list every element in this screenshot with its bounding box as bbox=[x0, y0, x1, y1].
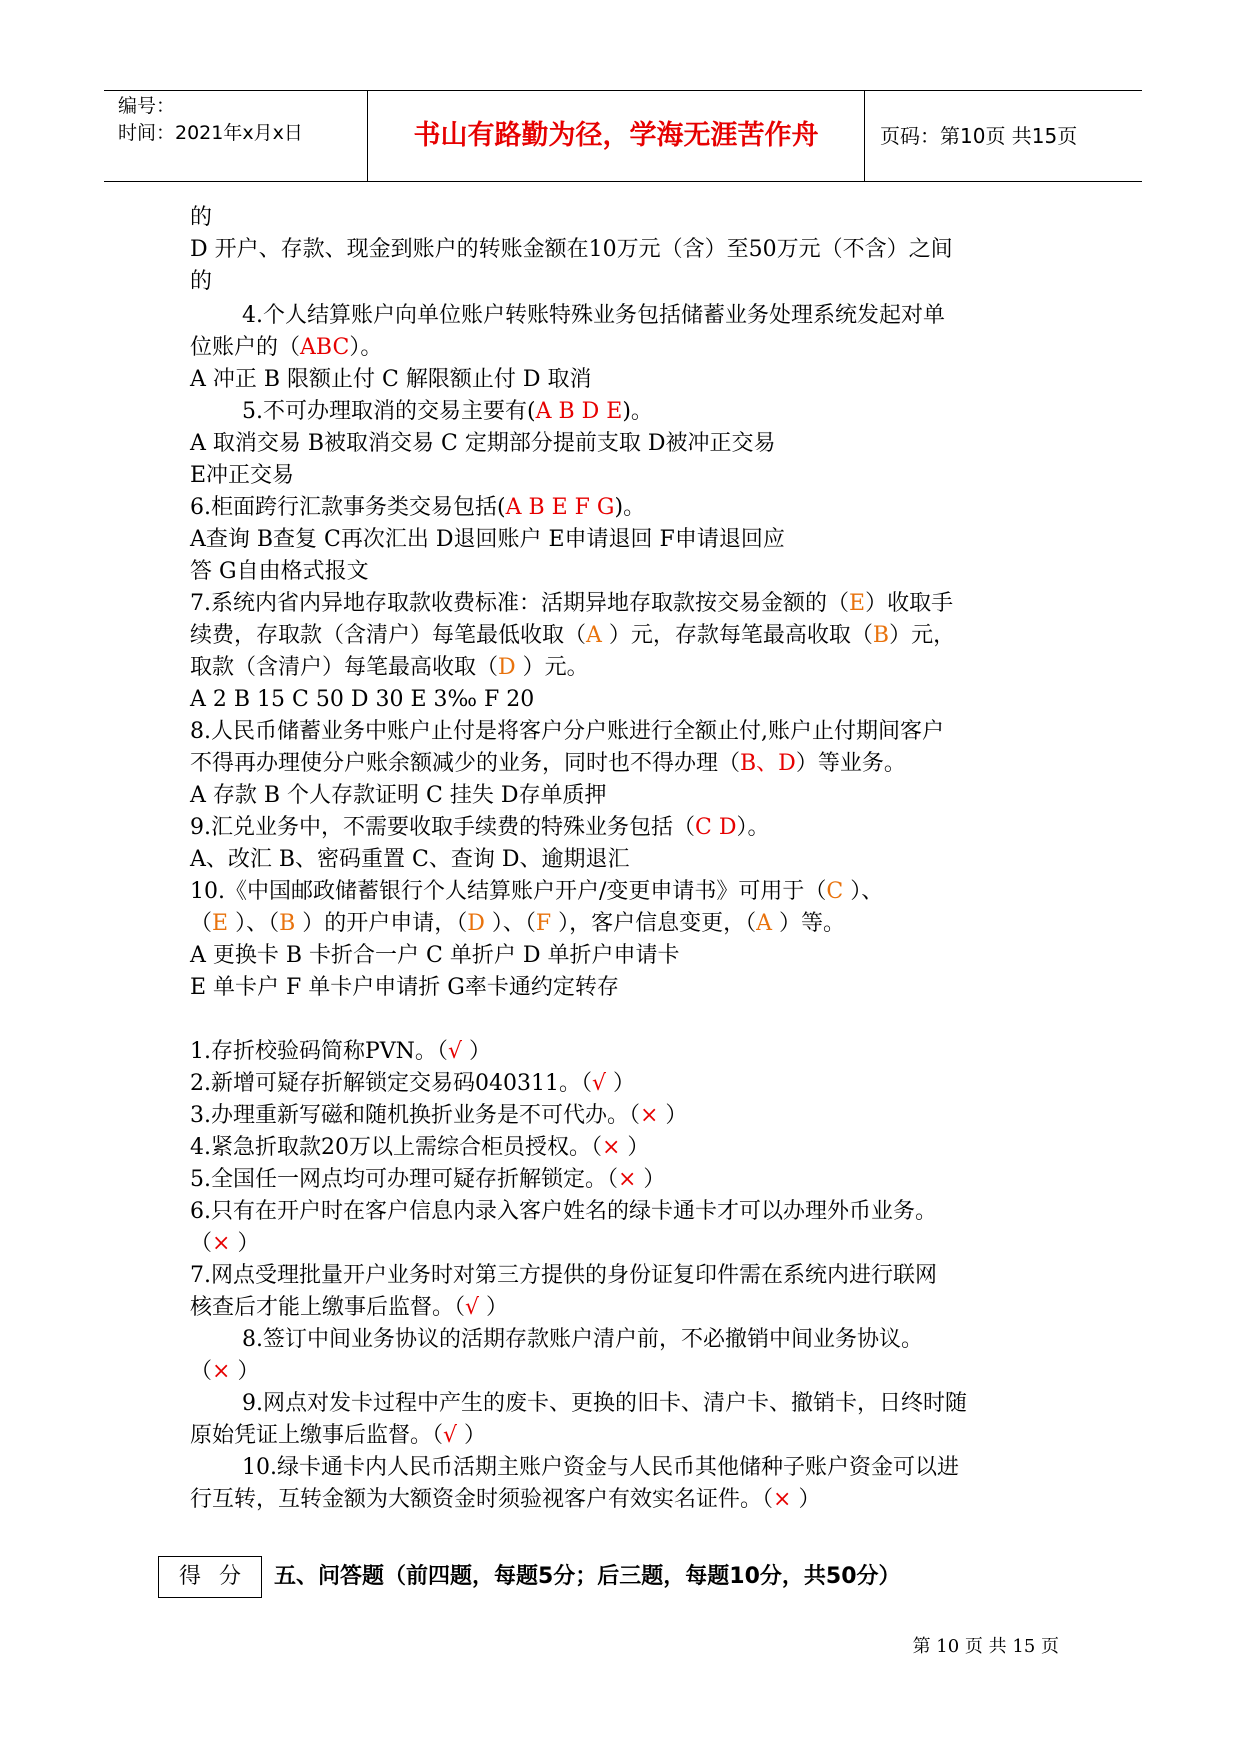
text-segment: 3.办理重新写磁和随机换折业务是不可代办。（ bbox=[190, 1103, 640, 1128]
answer-mark: × bbox=[618, 1167, 637, 1192]
answer-mark: × bbox=[773, 1487, 792, 1512]
text-line bbox=[242, 1452, 959, 1484]
text-line bbox=[242, 300, 945, 332]
text-segment: 续费，存取款（含清户）每笔最低收取（ bbox=[190, 623, 587, 648]
text-segment: 9.网点对发卡过程中产生的废卡、更换的旧卡、清户卡、撤销卡，日终时随 bbox=[242, 1391, 967, 1416]
text-segment: A 2 B 15 C 50 D 30 E 3‰ F 20 bbox=[190, 687, 535, 712]
text-segment: ）元。 bbox=[515, 655, 589, 680]
answer-mark: A bbox=[586, 623, 602, 648]
answer-mark: B bbox=[872, 623, 890, 648]
answer-mark: √ bbox=[447, 1039, 462, 1064]
answer-mark: C bbox=[826, 879, 844, 904]
text-line bbox=[190, 1132, 649, 1164]
text-line bbox=[190, 684, 534, 716]
text-line bbox=[190, 1036, 491, 1068]
text-segment: 6.只有在开户时在客户信息内录入客户姓名的绿卡通卡才可以办理外币业务。 bbox=[190, 1199, 937, 1224]
text-line bbox=[190, 1164, 665, 1196]
text-line bbox=[190, 588, 953, 620]
text-segment: ） bbox=[461, 1039, 491, 1064]
text-line bbox=[190, 940, 679, 972]
text-segment: ） bbox=[230, 1231, 260, 1256]
text-segment: 行互转，互转金额为大额资金时须验视客户有效实名证件。（ bbox=[190, 1487, 774, 1512]
answer-mark: × bbox=[212, 1231, 231, 1256]
section-title: 五、问答题（前四题，每题5分；后三题，每题10分，共50分） bbox=[274, 1564, 901, 1589]
text-segment: ）元， bbox=[889, 623, 956, 648]
text-segment: ）、（ bbox=[484, 911, 536, 936]
text-segment: （ bbox=[190, 1359, 213, 1384]
text-segment: 4.紧急折取款20万以上需综合柜员授权。（ bbox=[190, 1135, 602, 1160]
answer-mark: B bbox=[279, 911, 296, 936]
answer-mark: A B D E bbox=[535, 399, 623, 424]
answer-mark: E bbox=[849, 591, 866, 616]
text-segment: ） bbox=[479, 1295, 509, 1320]
text-segment: 2.新增可疑存折解锁定交易码040311。（ bbox=[190, 1071, 592, 1096]
text-segment: D 开户、存款、现金到账户的转账金额在10万元（含）至50万元（不含）之间 bbox=[190, 237, 953, 262]
text-segment: ）的开户申请，（ bbox=[295, 911, 468, 936]
text-segment: ）等。 bbox=[772, 911, 846, 936]
text-line bbox=[190, 1356, 259, 1388]
text-line bbox=[190, 812, 769, 844]
text-segment: 的 bbox=[190, 269, 213, 294]
text-segment: 10.绿卡通卡内人民币活期主账户资金与人民币其他储种子账户资金可以进 bbox=[242, 1455, 959, 1480]
header-motto: 书山有路勤为径，学海无涯苦作舟 bbox=[368, 91, 865, 181]
text-segment: ）、（ bbox=[228, 911, 280, 936]
text-segment: ）。 bbox=[736, 815, 770, 840]
time-label: 时间：2021年x月x日 bbox=[118, 122, 303, 144]
text-segment: A查询 B查复 C再次汇出 D退回账户 E申请退回 F申请退回应 bbox=[190, 527, 785, 552]
text-segment: ） bbox=[230, 1359, 260, 1384]
text-line bbox=[190, 364, 591, 396]
text-segment: 7.网点受理批量开户业务时对第三方提供的身份证复印件需在系统内进行联网 bbox=[190, 1263, 937, 1288]
text-line bbox=[190, 428, 776, 460]
text-segment: （ bbox=[190, 1231, 213, 1256]
text-line bbox=[242, 396, 653, 428]
text-line bbox=[190, 332, 382, 364]
text-segment: 9.汇兑业务中，不需要收取手续费的特殊业务包括（ bbox=[190, 815, 695, 840]
page-header bbox=[104, 90, 1142, 182]
text-segment: 不得再办理使分户账余额减少的业务，同时也不得办理（ bbox=[190, 751, 741, 776]
answer-mark: A B E F G bbox=[505, 495, 615, 520]
text-segment: )。 bbox=[622, 399, 653, 424]
text-segment: E冲正交易 bbox=[190, 463, 295, 488]
header-page-info: 页码：第10页 共15页 bbox=[880, 124, 1078, 148]
text-line bbox=[190, 1292, 508, 1324]
text-segment: ）等业务。 bbox=[795, 751, 906, 776]
text-line bbox=[190, 556, 369, 588]
text-segment: A 冲正 B 限额止付 C 解限额止付 D 取消 bbox=[190, 367, 592, 392]
text-segment: ） bbox=[658, 1103, 688, 1128]
text-segment: A、改汇 B、密码重置 C、查询 D、逾期退汇 bbox=[190, 847, 630, 872]
text-segment: ）。 bbox=[349, 335, 383, 360]
text-line bbox=[190, 620, 955, 652]
answer-mark: √ bbox=[465, 1295, 480, 1320]
text-segment: 答 G自由格式报文 bbox=[190, 559, 369, 584]
text-line bbox=[190, 1484, 820, 1516]
text-segment: 7.系统内省内异地存取款收费标准：活期异地存取款按交易金额的（ bbox=[190, 591, 849, 616]
text-segment: ）收取手 bbox=[865, 591, 954, 616]
serial-label: 编号： bbox=[118, 95, 176, 117]
text-line bbox=[190, 202, 212, 234]
text-segment: 原始凭证上缴事后监督。（ bbox=[190, 1423, 444, 1448]
text-line bbox=[190, 780, 607, 812]
text-line bbox=[190, 1228, 259, 1260]
text-line bbox=[190, 524, 785, 556]
text-segment: ） bbox=[606, 1071, 636, 1096]
text-segment: ） bbox=[620, 1135, 650, 1160]
text-segment: 位账户的（ bbox=[190, 335, 301, 360]
text-segment: （ bbox=[190, 911, 213, 936]
text-line bbox=[190, 1196, 937, 1228]
text-segment: ） bbox=[636, 1167, 666, 1192]
answer-mark: × bbox=[640, 1103, 659, 1128]
answer-mark: B、D bbox=[740, 751, 796, 776]
text-segment: 取款（含清户）每笔最高收取（ bbox=[190, 655, 499, 680]
text-segment: A 更换卡 B 卡折合一户 C 单折户 D 单折户申请卡 bbox=[190, 943, 680, 968]
answer-mark: E bbox=[212, 911, 229, 936]
text-line bbox=[190, 266, 212, 298]
answer-mark: D bbox=[467, 911, 485, 936]
text-line bbox=[242, 1324, 923, 1356]
text-line bbox=[190, 234, 953, 266]
answer-mark: D bbox=[498, 655, 516, 680]
answer-mark: × bbox=[212, 1359, 231, 1384]
answer-mark: √ bbox=[591, 1071, 607, 1096]
answer-mark: F bbox=[535, 911, 552, 936]
answer-mark: A bbox=[756, 911, 773, 936]
answer-mark: C D bbox=[695, 815, 737, 840]
text-line bbox=[190, 652, 589, 684]
text-segment: 5.全国任一网点均可办理可疑存折解锁定。（ bbox=[190, 1167, 618, 1192]
text-line bbox=[190, 972, 619, 1004]
text-segment: ）、 bbox=[843, 879, 884, 904]
text-segment: ） bbox=[791, 1487, 821, 1512]
text-line bbox=[190, 748, 906, 780]
answer-mark: ABC bbox=[300, 335, 350, 360]
text-segment: 5.不可办理取消的交易主要有( bbox=[242, 399, 536, 424]
page-footer: 第 10 页 共 15 页 bbox=[912, 1636, 1059, 1657]
text-segment: ）元，存款每笔最高收取（ bbox=[601, 623, 873, 648]
text-line bbox=[190, 1100, 687, 1132]
text-segment: A 取消交易 B被取消交易 C 定期部分提前支取 D被冲正交易 bbox=[190, 431, 776, 456]
text-segment: 6.柜面跨行汇款事务类交易包括( bbox=[190, 495, 506, 520]
text-segment: 1.存折校验码简称PVN。（ bbox=[190, 1039, 448, 1064]
text-line bbox=[190, 1260, 937, 1292]
text-segment: 8.人民币储蓄业务中账户止付是将客户分户账进行全额止付,账户止付期间客户 bbox=[190, 719, 944, 744]
text-segment: )。 bbox=[614, 495, 646, 520]
answer-mark: √ bbox=[443, 1423, 458, 1448]
header-meta bbox=[104, 91, 368, 181]
text-segment: E 单卡户 F 单卡户申请折 G率卡通约定转存 bbox=[190, 975, 619, 1000]
text-line bbox=[190, 876, 883, 908]
text-segment: 核查后才能上缴事后监督。（ bbox=[190, 1295, 466, 1320]
text-segment: ） bbox=[457, 1423, 487, 1448]
text-line bbox=[242, 1388, 967, 1420]
text-segment: 10.《中国邮政储蓄银行个人结算账户开户/变更申请书》可用于（ bbox=[190, 879, 827, 904]
text-line bbox=[190, 460, 294, 492]
text-segment: ），客户信息变更，（ bbox=[551, 911, 757, 936]
score-box: 得分 bbox=[158, 1556, 262, 1598]
text-line bbox=[190, 908, 845, 940]
text-segment: 的 bbox=[190, 205, 213, 230]
text-line bbox=[190, 1068, 635, 1100]
answer-mark: × bbox=[602, 1135, 621, 1160]
text-segment: 4.个人结算账户向单位账户转账特殊业务包括储蓄业务处理系统发起对单 bbox=[242, 303, 945, 328]
text-line bbox=[190, 716, 944, 748]
text-line bbox=[190, 844, 630, 876]
text-segment: A 存款 B 个人存款证明 C 挂失 D存单质押 bbox=[190, 783, 607, 808]
text-line bbox=[190, 1420, 486, 1452]
text-line bbox=[190, 492, 645, 524]
text-segment: 8.签订中间业务协议的活期存款账户清户前，不必撤销中间业务协议。 bbox=[242, 1327, 923, 1352]
